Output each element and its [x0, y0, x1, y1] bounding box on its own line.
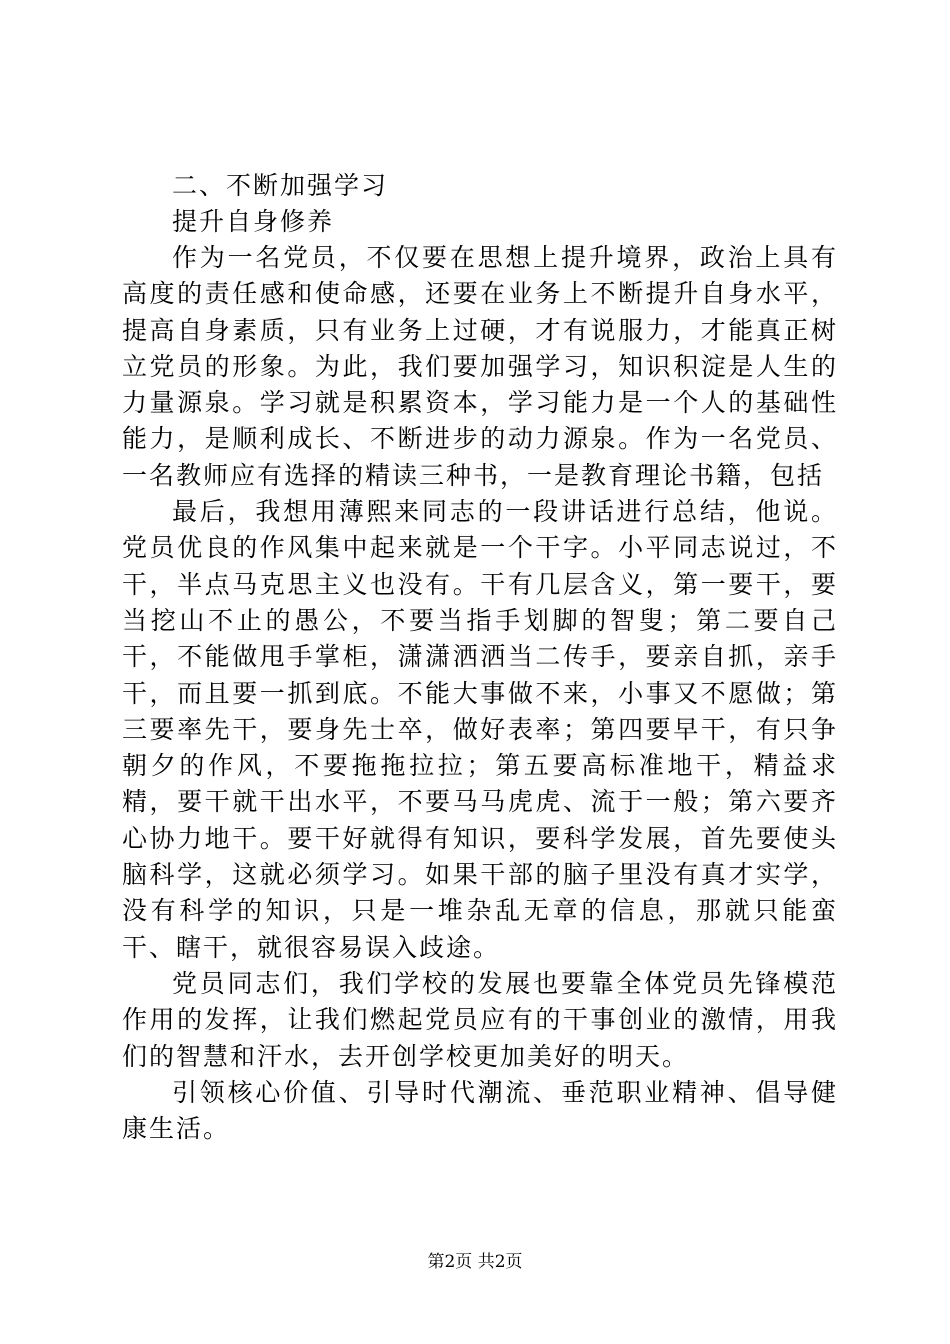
- paragraph-4: 引领核心价值、引导时代潮流、垂范职业精神、倡导健康生活。: [122, 1077, 838, 1144]
- paragraph-1: 作为一名党员，不仅要在思想上提升境界，政治上具有高度的责任感和使命感，还要在业务上不断提升自身水平，提高自身素质，只有业务上过硬，才有说服力，才能真正树立党员的形象。为此，我们要加强学习，知识积淀是人生的力量源泉。学习就是积累资本，学习能力是一个人的基础性能力，是顺利成长、不断进步的动力源泉。作为一名党员、一名教师应有选择的精读三种书，一是教育理论书籍，包括: [122, 243, 838, 490]
- document-body: [122, 168, 838, 1147]
- section-subheading: 提升自身修养: [172, 207, 335, 236]
- page-footer: 第2页 共2页: [427, 1252, 523, 1272]
- paragraph-3: 党员同志们，我们学校的发展也要靠全体党员先锋模范作用的发挥，让我们燃起党员应有的干事创业的激情，用我们的智慧和汗水，去开创学校更加美好的明天。: [122, 968, 838, 1071]
- section-heading: 二、不断加强学习: [172, 171, 389, 200]
- paragraph-2: 最后，我想用薄熙来同志的一段讲话进行总结，他说。党员优良的作风集中起来就是一个干字。小平同志说过，不干，半点马克思主义也没有。干有几层含义，第一要干，要当挖山不止的愚公，不要当指手划脚的智叟；第二要自己干，不能做甩手掌柜，潇潇洒洒当二传手，要亲自抓，亲手干，而且要一抓到底。不能大事做不来，小事又不愿做；第三要率先干，要身先士卒，做好表率；第四要早干，有只争朝夕的作风，不要拖拖拉拉；第五要高标准地干，精益求精，要干就干出水平，不要马马虎虎、流于一般；第六要齐心协力地干。要干好就得有知识，要科学发展，首先要使头脑科学，这就必须学习。如果干部的脑子里没有真才实学，没有科学的知识，只是一堆杂乱无章的信息，那就只能蛮干、瞎干，就很容易误入歧途。: [122, 497, 838, 962]
